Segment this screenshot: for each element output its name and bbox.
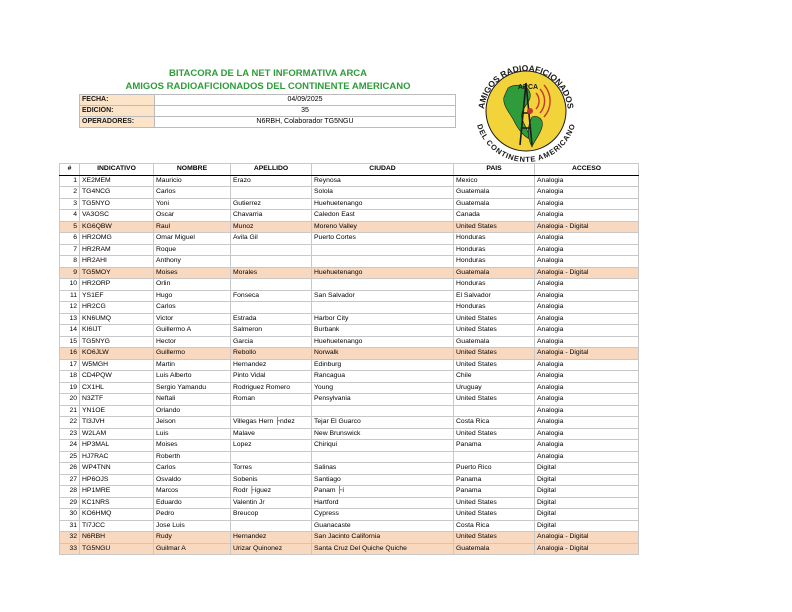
cell-apellido: Torres xyxy=(231,463,312,475)
cell-pais: Canada xyxy=(454,210,535,222)
cell-number: 10 xyxy=(60,279,80,291)
cell-nombre: Mauricio xyxy=(154,175,231,187)
table-body xyxy=(60,175,639,555)
cell-pais: United States xyxy=(454,325,535,337)
cell-apellido: Hernandez xyxy=(231,532,312,544)
cell-nombre: Neftali xyxy=(154,394,231,406)
cell-apellido: Lopez xyxy=(231,440,312,452)
cell-acceso: Analogia xyxy=(535,233,639,245)
cell-nombre: Marcos xyxy=(154,486,231,498)
cell-indicativo: VA3OSC xyxy=(80,210,154,222)
cell-pais: United States xyxy=(454,532,535,544)
cell-number: 8 xyxy=(60,256,80,268)
cell-apellido xyxy=(231,520,312,532)
cell-number: 33 xyxy=(60,543,80,555)
cell-apellido: Gutierrez xyxy=(231,198,312,210)
cell-nombre: Pedro xyxy=(154,509,231,521)
cell-pais: Panama xyxy=(454,440,535,452)
cell-indicativo: CX1HL xyxy=(80,382,154,394)
info-row-fecha xyxy=(80,95,456,106)
cell-pais: Guatemala xyxy=(454,267,535,279)
cell-number: 15 xyxy=(60,336,80,348)
cell-indicativo: TG5MOY xyxy=(80,267,154,279)
cell-ciudad: Rancagua xyxy=(312,371,454,383)
cell-indicativo: TI7JCC xyxy=(80,520,154,532)
cell-pais: United States xyxy=(454,394,535,406)
cell-pais: Guatemala xyxy=(454,543,535,555)
cell-acceso: Digital xyxy=(535,486,639,498)
cell-ciudad: Norwalk xyxy=(312,348,454,360)
cell-indicativo: HR2AHI xyxy=(80,256,154,268)
table-header-row xyxy=(60,164,639,176)
cell-ciudad: Tejar El Guarco xyxy=(312,417,454,429)
cell-acceso: Analogia xyxy=(535,405,639,417)
cell-apellido: Roman xyxy=(231,394,312,406)
cell-nombre: Orlando xyxy=(154,405,231,417)
cell-number: 19 xyxy=(60,382,80,394)
cell-indicativo: KO6JLW xyxy=(80,348,154,360)
cell-acceso: Analogia xyxy=(535,336,639,348)
cell-acceso: Digital xyxy=(535,509,639,521)
cell-pais xyxy=(454,451,535,463)
cell-number: 32 xyxy=(60,532,80,544)
table-row xyxy=(60,267,639,279)
cell-acceso: Digital xyxy=(535,463,639,475)
cell-pais: Honduras xyxy=(454,256,535,268)
cell-ciudad: New Brunswick xyxy=(312,428,454,440)
cell-ciudad: Salinas xyxy=(312,463,454,475)
cell-acceso: Analogia - Digital xyxy=(535,221,639,233)
cell-indicativo: HR2OMG xyxy=(80,233,154,245)
cell-indicativo: KC1NRS xyxy=(80,497,154,509)
header-indicativo: INDICATIVO xyxy=(80,164,154,176)
cell-indicativo: HR2ORP xyxy=(80,279,154,291)
cell-apellido: Garcia xyxy=(231,336,312,348)
cell-nombre: Jeison xyxy=(154,417,231,429)
cell-ciudad: Burbank xyxy=(312,325,454,337)
cell-nombre: Eduardo xyxy=(154,497,231,509)
table-row xyxy=(60,187,639,199)
cell-apellido: Fonseca xyxy=(231,290,312,302)
cell-indicativo: HP3MAL xyxy=(80,440,154,452)
cell-apellido xyxy=(231,405,312,417)
logo-top-text: AMIGOS RADIOAFICIONADOS xyxy=(476,62,576,110)
cell-acceso: Analogia xyxy=(535,198,639,210)
cell-indicativo: HR2RAM xyxy=(80,244,154,256)
cell-nombre: Sergio Yamandu xyxy=(154,382,231,394)
cell-apellido: Salmeron xyxy=(231,325,312,337)
cell-nombre: Carlos xyxy=(154,302,231,314)
cell-number: 16 xyxy=(60,348,80,360)
cell-acceso: Analogia xyxy=(535,290,639,302)
operadores-value: N6RBH, Colaborador TG5NGU xyxy=(155,117,456,128)
cell-nombre: Orlin xyxy=(154,279,231,291)
cell-indicativo: TG5NYG xyxy=(80,336,154,348)
table-row xyxy=(60,290,639,302)
cell-acceso: Digital xyxy=(535,497,639,509)
cell-nombre: Moises xyxy=(154,440,231,452)
cell-indicativo: HP6OJS xyxy=(80,474,154,486)
cell-number: 6 xyxy=(60,233,80,245)
cell-pais: Panama xyxy=(454,486,535,498)
cell-pais: United States xyxy=(454,348,535,360)
cell-acceso: Analogia xyxy=(535,428,639,440)
cell-number: 18 xyxy=(60,371,80,383)
cell-number: 25 xyxy=(60,451,80,463)
fecha-value: 04/09/2025 xyxy=(155,95,456,106)
cell-ciudad: Cypress xyxy=(312,509,454,521)
cell-nombre: Roque xyxy=(154,244,231,256)
info-row-edicion xyxy=(80,106,456,117)
cell-indicativo: KO6HMQ xyxy=(80,509,154,521)
cell-number: 30 xyxy=(60,509,80,521)
cell-indicativo: TG5NYO xyxy=(80,198,154,210)
cell-indicativo: HR2CG xyxy=(80,302,154,314)
header-apellido: APELLIDO xyxy=(231,164,312,176)
arca-logo xyxy=(468,53,584,169)
cell-nombre: Carlos xyxy=(154,463,231,475)
cell-acceso: Analogia xyxy=(535,187,639,199)
cell-ciudad xyxy=(312,256,454,268)
cell-nombre: Hector xyxy=(154,336,231,348)
cell-apellido: Estrada xyxy=(231,313,312,325)
cell-acceso: Analogia - Digital xyxy=(535,348,639,360)
cell-indicativo: KI6IJT xyxy=(80,325,154,337)
fecha-label: FECHA: xyxy=(80,95,155,106)
cell-pais: United States xyxy=(454,313,535,325)
cell-pais: United States xyxy=(454,359,535,371)
cell-number: 13 xyxy=(60,313,80,325)
header-nombre: NOMBRE xyxy=(154,164,231,176)
cell-nombre: Luis xyxy=(154,428,231,440)
cell-ciudad: Huehuetenango xyxy=(312,267,454,279)
cell-acceso: Analogia xyxy=(535,451,639,463)
cell-pais: Honduras xyxy=(454,302,535,314)
cell-number: 31 xyxy=(60,520,80,532)
cell-number: 12 xyxy=(60,302,80,314)
cell-ciudad: Santa Cruz Del Quiche Quiche xyxy=(312,543,454,555)
table-row xyxy=(60,520,639,532)
cell-number: 28 xyxy=(60,486,80,498)
table-row xyxy=(60,532,639,544)
cell-nombre: Oscar xyxy=(154,210,231,222)
participants-table xyxy=(59,163,639,555)
cell-number: 23 xyxy=(60,428,80,440)
cell-ciudad: Huehuetenango xyxy=(312,198,454,210)
cell-acceso: Analogia xyxy=(535,440,639,452)
cell-apellido xyxy=(231,302,312,314)
cell-indicativo: XE2MEM xyxy=(80,175,154,187)
cell-nombre: Osvaldo xyxy=(154,474,231,486)
cell-pais: Uruguay xyxy=(454,382,535,394)
cell-apellido: Erazo xyxy=(231,175,312,187)
cell-ciudad: Guanacaste xyxy=(312,520,454,532)
logo-bottom-text: DEL CONTINENTE AMERICANO xyxy=(475,122,577,165)
cell-ciudad: Pensylvania xyxy=(312,394,454,406)
cell-apellido: Pinto Vidal xyxy=(231,371,312,383)
table-row xyxy=(60,371,639,383)
cell-apellido: Malave xyxy=(231,428,312,440)
cell-apellido: Rodriguez Romero xyxy=(231,382,312,394)
cell-acceso: Analogia - Digital xyxy=(535,543,639,555)
info-row-operadores xyxy=(80,117,456,128)
cell-nombre: Yoni xyxy=(154,198,231,210)
cell-acceso: Analogia - Digital xyxy=(535,532,639,544)
edicion-value: 35 xyxy=(155,106,456,117)
cell-indicativo: N3ZTF xyxy=(80,394,154,406)
cell-apellido: Urizar Quinonez xyxy=(231,543,312,555)
cell-acceso: Analogia xyxy=(535,313,639,325)
cell-acceso: Analogia xyxy=(535,382,639,394)
table-row xyxy=(60,509,639,521)
cell-indicativo: HJ7RAC xyxy=(80,451,154,463)
cell-pais: Costa Rica xyxy=(454,520,535,532)
cell-nombre: Guillermo A xyxy=(154,325,231,337)
table-row xyxy=(60,279,639,291)
table-row xyxy=(60,336,639,348)
table-row xyxy=(60,428,639,440)
cell-nombre: Victor xyxy=(154,313,231,325)
cell-apellido xyxy=(231,187,312,199)
table-row xyxy=(60,325,639,337)
cell-apellido xyxy=(231,244,312,256)
cell-pais: Honduras xyxy=(454,233,535,245)
cell-acceso: Digital xyxy=(535,474,639,486)
cell-ciudad: Moreno Valley xyxy=(312,221,454,233)
cell-acceso: Digital xyxy=(535,520,639,532)
cell-pais: Chile xyxy=(454,371,535,383)
cell-pais: Puerto Rico xyxy=(454,463,535,475)
cell-apellido: Rebollo xyxy=(231,348,312,360)
cell-pais: El Salvador xyxy=(454,290,535,302)
cell-indicativo: KG6QBW xyxy=(80,221,154,233)
cell-apellido: Valentin Jr xyxy=(231,497,312,509)
cell-number: 22 xyxy=(60,417,80,429)
cell-nombre: Jose Luis xyxy=(154,520,231,532)
cell-acceso: Analogia xyxy=(535,371,639,383)
table-row xyxy=(60,233,639,245)
cell-ciudad: Reynosa xyxy=(312,175,454,187)
cell-nombre: Moises xyxy=(154,267,231,279)
cell-nombre: Rudy xyxy=(154,532,231,544)
table-row xyxy=(60,359,639,371)
cell-pais: Panama xyxy=(454,474,535,486)
cell-acceso: Analogia xyxy=(535,325,639,337)
table-row xyxy=(60,221,639,233)
cell-indicativo: YS1EF xyxy=(80,290,154,302)
cell-indicativo: TG5NGU xyxy=(80,543,154,555)
table-row xyxy=(60,474,639,486)
cell-number: 7 xyxy=(60,244,80,256)
table-row xyxy=(60,451,639,463)
table-row xyxy=(60,256,639,268)
cell-pais: Honduras xyxy=(454,244,535,256)
cell-pais: Guatemala xyxy=(454,187,535,199)
logo-center-text: ARCA xyxy=(517,84,539,91)
cell-ciudad: Puerto Cortes xyxy=(312,233,454,245)
cell-nombre: Martin xyxy=(154,359,231,371)
cell-number: 17 xyxy=(60,359,80,371)
cell-nombre: Guilmar A xyxy=(154,543,231,555)
cell-pais xyxy=(454,405,535,417)
table-row xyxy=(60,486,639,498)
cell-number: 5 xyxy=(60,221,80,233)
table-row xyxy=(60,313,639,325)
table-row xyxy=(60,417,639,429)
cell-ciudad: San Salvador xyxy=(312,290,454,302)
cell-acceso: Analogia xyxy=(535,359,639,371)
cell-nombre: Anthony xyxy=(154,256,231,268)
globe-antenna-icon xyxy=(468,53,584,169)
operadores-label: OPERADORES: xyxy=(80,117,155,128)
cell-nombre: Omar Miguel xyxy=(154,233,231,245)
cell-apellido: Munoz xyxy=(231,221,312,233)
cell-ciudad: Young xyxy=(312,382,454,394)
cell-ciudad: Chiriqui xyxy=(312,440,454,452)
cell-nombre: Hugo xyxy=(154,290,231,302)
cell-apellido: Hernandez xyxy=(231,359,312,371)
cell-apellido: Villegas Hern ├ndez xyxy=(231,417,312,429)
cell-apellido: Rodr ├íguez xyxy=(231,486,312,498)
table-row xyxy=(60,440,639,452)
cell-pais: United States xyxy=(454,509,535,521)
cell-pais: Guatemala xyxy=(454,198,535,210)
cell-number: 14 xyxy=(60,325,80,337)
cell-ciudad: Edinburg xyxy=(312,359,454,371)
cell-indicativo: WP4TNN xyxy=(80,463,154,475)
cell-indicativo: TG4NCG xyxy=(80,187,154,199)
cell-acceso: Analogia xyxy=(535,175,639,187)
cell-number: 24 xyxy=(60,440,80,452)
cell-pais: United States xyxy=(454,221,535,233)
cell-acceso: Analogia xyxy=(535,210,639,222)
table-row xyxy=(60,210,639,222)
cell-apellido xyxy=(231,451,312,463)
cell-pais: Guatemala xyxy=(454,336,535,348)
cell-indicativo: N6RBH xyxy=(80,532,154,544)
cell-nombre: Guillermo xyxy=(154,348,231,360)
cell-ciudad xyxy=(312,405,454,417)
cell-acceso: Analogia xyxy=(535,244,639,256)
cell-ciudad: San Jacinto California xyxy=(312,532,454,544)
cell-apellido: Breucop xyxy=(231,509,312,521)
header-num: # xyxy=(60,164,80,176)
cell-pais: United States xyxy=(454,428,535,440)
cell-number: 29 xyxy=(60,497,80,509)
cell-indicativo: CD4PQW xyxy=(80,371,154,383)
cell-nombre: Carlos xyxy=(154,187,231,199)
cell-indicativo: TI3JVH xyxy=(80,417,154,429)
cell-number: 26 xyxy=(60,463,80,475)
cell-number: 11 xyxy=(60,290,80,302)
cell-number: 4 xyxy=(60,210,80,222)
table-row xyxy=(60,175,639,187)
cell-indicativo: W2LAM xyxy=(80,428,154,440)
cell-acceso: Analogia xyxy=(535,279,639,291)
cell-pais: United States xyxy=(454,497,535,509)
cell-pais: Honduras xyxy=(454,279,535,291)
cell-pais: Mexico xyxy=(454,175,535,187)
cell-ciudad xyxy=(312,279,454,291)
table-row xyxy=(60,405,639,417)
table-row xyxy=(60,463,639,475)
cell-ciudad: Solola xyxy=(312,187,454,199)
log-title: BITACORA DE LA NET INFORMATIVA ARCA xyxy=(168,68,368,79)
cell-ciudad xyxy=(312,244,454,256)
cell-number: 27 xyxy=(60,474,80,486)
table-row xyxy=(60,348,639,360)
table-row xyxy=(60,497,639,509)
cell-ciudad: Huehuetenango xyxy=(312,336,454,348)
cell-number: 21 xyxy=(60,405,80,417)
cell-nombre: Roberth xyxy=(154,451,231,463)
cell-number: 20 xyxy=(60,394,80,406)
cell-apellido xyxy=(231,256,312,268)
cell-acceso: Analogia - Digital xyxy=(535,267,639,279)
header-ciudad: CIUDAD xyxy=(312,164,454,176)
cell-indicativo: YN1OE xyxy=(80,405,154,417)
cell-number: 3 xyxy=(60,198,80,210)
cell-ciudad: Caledon East xyxy=(312,210,454,222)
cell-nombre: Raul xyxy=(154,221,231,233)
cell-nombre: Luis Alberto xyxy=(154,371,231,383)
cell-ciudad: Harbor City xyxy=(312,313,454,325)
table-row xyxy=(60,394,639,406)
cell-indicativo: W5MGH xyxy=(80,359,154,371)
header-acceso: ACCESO xyxy=(535,164,639,176)
cell-acceso: Analogia xyxy=(535,256,639,268)
cell-ciudad xyxy=(312,451,454,463)
cell-apellido: Sobenis xyxy=(231,474,312,486)
table-row xyxy=(60,198,639,210)
log-subtitle: AMIGOS RADIOAFICIONADOS DEL CONTINENTE AMERICANO xyxy=(125,81,411,92)
cell-ciudad xyxy=(312,302,454,314)
cell-indicativo: HP1MRE xyxy=(80,486,154,498)
cell-acceso: Analogia xyxy=(535,394,639,406)
edicion-label: EDICIÓN: xyxy=(80,106,155,117)
table-row xyxy=(60,244,639,256)
info-table xyxy=(79,94,456,128)
cell-ciudad: Panam ├í xyxy=(312,486,454,498)
cell-number: 9 xyxy=(60,267,80,279)
cell-ciudad: Hartford xyxy=(312,497,454,509)
cell-apellido: Avila Gil xyxy=(231,233,312,245)
table-row xyxy=(60,543,639,555)
cell-acceso: Analogia xyxy=(535,417,639,429)
cell-number: 1 xyxy=(60,175,80,187)
cell-ciudad: Santiago xyxy=(312,474,454,486)
cell-apellido xyxy=(231,279,312,291)
cell-acceso: Analogia xyxy=(535,302,639,314)
cell-apellido: Chavarria xyxy=(231,210,312,222)
cell-number: 2 xyxy=(60,187,80,199)
cell-apellido: Morales xyxy=(231,267,312,279)
table-row xyxy=(60,302,639,314)
cell-indicativo: KN6UMQ xyxy=(80,313,154,325)
table-row xyxy=(60,382,639,394)
header-pais: PAIS xyxy=(454,164,535,176)
cell-pais: Costa Rica xyxy=(454,417,535,429)
